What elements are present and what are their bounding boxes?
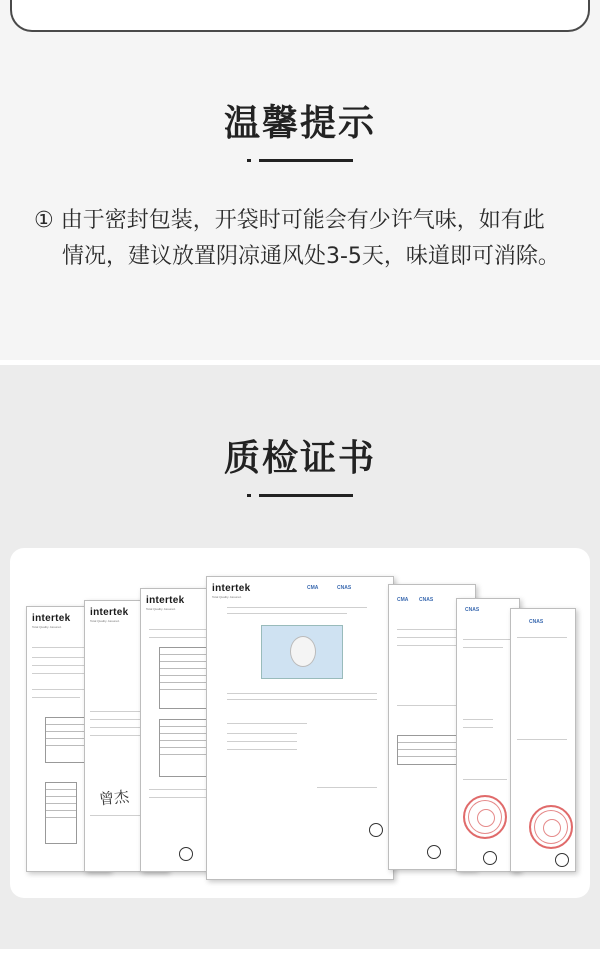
intertek-seal-icon (179, 847, 193, 861)
signature: 曾杰 (98, 787, 130, 809)
underline-bar (259, 159, 353, 162)
previous-section-card (10, 0, 590, 32)
certificate-image-card (10, 548, 590, 898)
tips-text: ① 由于密封包装，开袋时可能会有少许气味，如有此情况，建议放置阴凉通风处3-5天，味道即可消除。 (34, 208, 560, 269)
intertek-seal-icon (427, 845, 441, 859)
intertek-tagline: Total Quality. Assured. (146, 607, 176, 611)
tips-title: 温馨提示 (223, 103, 376, 144)
cma-mark: CMA (307, 585, 319, 591)
tips-title-underline (247, 159, 353, 162)
intertek-logo: intertek (90, 607, 129, 618)
cma-mark: CMA (397, 597, 409, 603)
intertek-logo: intertek (212, 583, 251, 594)
certificate-title: 质检证书 (223, 438, 376, 479)
cnas-mark: CNAS (337, 585, 352, 591)
cnas-mark: CNAS (419, 597, 434, 603)
underline-dot (247, 494, 251, 497)
red-seal-stamp (529, 805, 573, 849)
cnas-mark: CNAS (529, 619, 544, 625)
underline-dot (247, 159, 251, 162)
intertek-seal-icon (555, 853, 569, 867)
report-page (510, 608, 576, 872)
tips-section (0, 0, 600, 360)
intertek-tagline: Total Quality. Assured. (32, 625, 62, 629)
intertek-tagline: Total Quality. Assured. (90, 619, 120, 623)
intertek-seal-icon (483, 851, 497, 865)
sample-photo (261, 625, 343, 679)
underline-bar (259, 494, 353, 497)
certificate-title-underline (247, 494, 353, 497)
intertek-logo: intertek (146, 595, 185, 606)
intertek-seal-icon (369, 823, 383, 837)
cnas-mark: CNAS (465, 607, 480, 613)
intertek-logo: intertek (32, 613, 71, 624)
intertek-tagline: Total Quality. Assured. (212, 595, 242, 599)
red-seal-stamp (463, 795, 507, 839)
report-page (206, 576, 394, 880)
